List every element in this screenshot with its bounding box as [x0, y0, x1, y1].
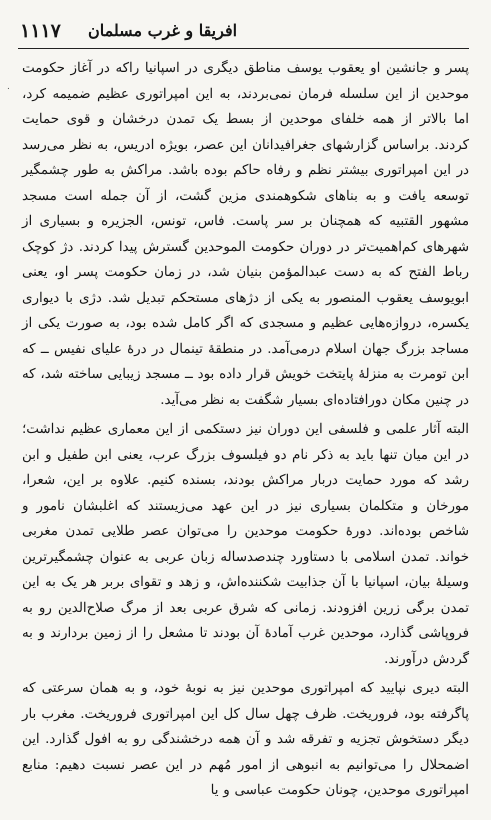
body-text — [22, 56, 469, 804]
margin-mark: ٠ — [6, 84, 11, 94]
page-header — [18, 12, 469, 49]
running-title: افریقا و غرب مسلمان — [88, 21, 238, 40]
paragraph-1: پسر و جانشین او یعقوب یوسف مناطق دیگری در اسپانیا راکه در آغاز حکومت موحدین از این سلسله فرمان نمی‌بردند، به این امپراتوری عظیم ضمیمه کرد، اما بالاتر از همه خلفای موحدین از بسط یک تمدن درخشان و قوی حمایت کردند. براساس گزارشهای جغرافیدانان این عصر، بویژه ادریس، به نظر می‌رسد در این امپراتوری بیشتر نظم و رفاه حاکم بوده باشد. مراکش به طور چشمگیر توسعه یافت و به بناهای شکوهمندی مزین گشت، از آن جمله است مسجد مشهور القتبیه که همچنان بر سر پاست. فاس، تونس، الجزیره و بسیاری از شهرهای کم‌اهمیت‌تر در دوران حکومت الموحدین گسترش پیدا کردند. دژ کوچک رباط الفتح که به دست عبدالمؤمن بنیان شد، در زمان حکومت پسر او، یعنی ابویوسف یعقوب المنصور به یکی از دژهای مستحکم تبدیل شد. دژی با دیواری یکسره، دروازه‌هایی عظیم و مسجدی که اگر کامل شده بود، به صورت یکی از مساجد بزرگ جهان اسلام درمی‌آمد. در منطقهٔ تینمال در درهٔ علیای نفیس ــ که ابن تومرت به منزلهٔ پایتخت خویش قرار داده بود ــ مسجد زیبایی ساخته شد، که در چنین مکان دورافتاده‌ای بسیار شگفت به نظر می‌آید. — [22, 61, 469, 408]
page-number: ۱۱۱۷ — [20, 20, 61, 42]
paragraph-3: البته دیری نپایید که امپراتوری موحدین نیز به نوبهٔ خود، و به همان سرعتی که پاگرفته بود، فروریخت. ظرف چهل سال کل این امپراتوری فروریخت. مغرب بار دیگر دستخوش تجزیه و تفرقه شد و آن همه درخشندگی رو به افول گذارد. این اضمحلال را می‌توانیم به انبوهی از امور مُهم در این عصر نسبت دهیم: منابع امپراتوری موحدین، چونان حکومت عباسی و یا — [22, 681, 469, 798]
paragraph-2: البته آثار علمی و فلسفی این دوران نیز دستکمی از این معماری عظیم نداشت؛ در این میان تنها باید به ذکر نام دو فیلسوف بزرگ عرب، یعنی ابن طفیل و ابن رشد که مورد حمایت دربار مراکش بودند، بسنده کنیم. علاوه بر این، شعرا، مورخان و متکلمان بسیاری نیز در این عهد می‌زیستند که اغلبشان نامور و شاخص بوده‌اند. دورهٔ حکومت موحدین را می‌توان عصر طلایی تمدن مغربی خواند. تمدن اسلامی با دستاورد چندصدساله زبان عربی به عنوان چشمگیرترین وسیلهٔ بیان، اسپانیا با آن جذابیت شکننده‌اش، و زهد و تقوای بربر هر یک به این تمدن برگی زرین افزودند. زمانی که شرق عربی بعد از مرگ صلاح‌الدین رو به فروپاشی گذارد، موحدین غرب آمادهٔ آن بودند تا مشعل را از زمین بردارند و به گردش درآورند. — [22, 422, 469, 667]
